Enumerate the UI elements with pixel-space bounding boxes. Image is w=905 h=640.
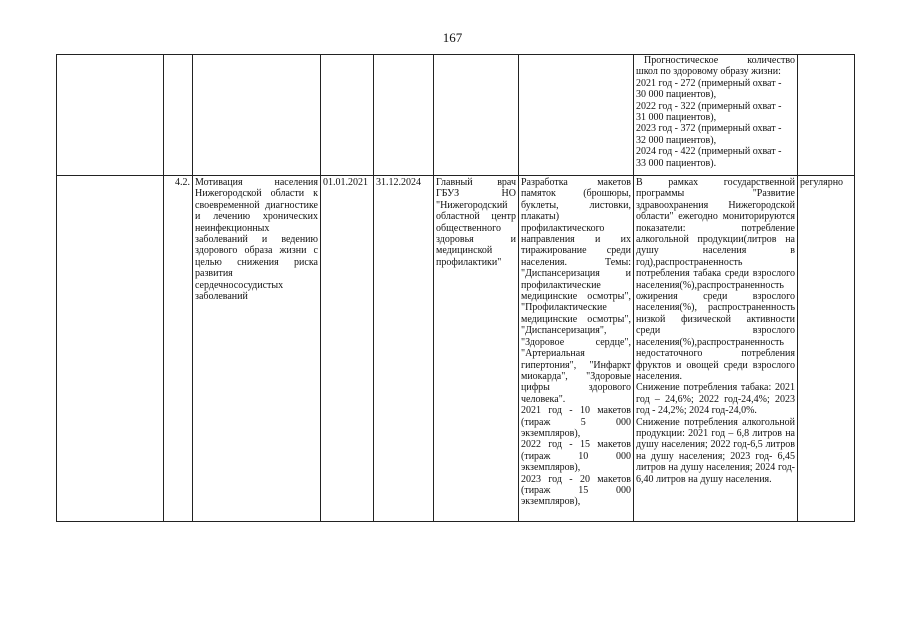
- prognosis-line: 2023 год - 372 (примерный охват -: [636, 123, 782, 135]
- cell-end-date: 31.12.2024: [374, 176, 434, 522]
- prognosis-line: 31 000 пациентов),: [636, 112, 717, 124]
- prognosis-line: школ по здоровому образу жизни:: [636, 66, 781, 78]
- prognosis-line: Прогностическое количество: [644, 55, 795, 66]
- cell-number: 4.2.: [164, 176, 193, 522]
- cell-prognosis: [634, 55, 798, 176]
- cell-frequency: регулярно: [798, 176, 855, 522]
- table-row: [57, 176, 855, 522]
- cell-start-date: 01.01.2021: [321, 176, 374, 522]
- prognosis-line: 30 000 пациентов),: [636, 89, 717, 101]
- cell-activities: [519, 55, 634, 176]
- cell-results: [634, 176, 798, 522]
- cell-responsible: [434, 55, 519, 176]
- cell-name: [193, 55, 321, 176]
- cell-name: Мотивация населения Нижегородской области к своевременной диагностике и лечению хронических неинфекционных заболеваний и ведению здорового образа жизни с целью снижения риска развития сердечнососудистых заболеваний: [193, 176, 321, 522]
- activity-paragraph: 2023 год - 20 макетов (тираж 15 000 экземпляров),: [521, 473, 631, 508]
- cell-frequency: [798, 55, 855, 176]
- result-paragraph: В рамках государственной программы "Развитие здравоохранения Нижегородской области" ежегодно мониторируются показатели: потребление алкогольной продукции(литров на душу населения в год),распространенность потребления табака среди взрослого населения(%),распространенность ожирения среди взрослого населения(%), распространенность низкой физической активности среди взрослого населения(%),распространенность недостаточного потребления фруктов и овощей среди взрослого населения.: [636, 177, 795, 382]
- cell-blank: [57, 176, 164, 522]
- page-number: 167: [442, 30, 463, 45]
- activity-paragraph: Разработка макетов памяток (брошюры, буклеты, листовки, плакаты) профилактического направления и их тиражирование среди населения. Темы: "Диспансеризация и профилактические медицинские осмотры", "Профилактические медицинские осмотры", "Диспансеризация", "Здоровое сердце", "Артериальная гипертония", "Инфаркт миокарда", "Здоровые цифры здорового человека".: [521, 177, 631, 405]
- prognosis-line: 2021 год - 272 (примерный охват -: [636, 77, 782, 89]
- program-table: [56, 54, 855, 522]
- cell-blank: [57, 55, 164, 176]
- prognosis-line: 32 000 пациентов),: [636, 134, 717, 146]
- table-row: [57, 55, 855, 176]
- cell-responsible: Главный врач ГБУЗ НО "Нижегородский областной центр общественного здоровья и медицинской профилактики": [434, 176, 519, 522]
- result-paragraph: Снижение потребления алкогольной продукции: 2021 год – 6,8 литров на душу населения; 2022 год-6,5 литров на душу населения; 2023 год- 6,45 литров на душу населения; 2024 год- 6,40 литров на душу населения.: [636, 416, 795, 485]
- cell-activities: [519, 176, 634, 522]
- cell-end: [374, 55, 434, 176]
- activity-paragraph: 2022 год - 15 макетов (тираж 10 000 экземпляров),: [521, 439, 631, 474]
- activity-paragraph: 2021 год - 10 макетов (тираж 5 000 экземпляров),: [521, 405, 631, 439]
- prognosis-line: 33 000 пациентов).: [636, 157, 717, 169]
- prognosis-line: 2024 год - 422 (примерный охват -: [636, 146, 782, 158]
- result-paragraph: Снижение потребления табака: 2021 год – 24,6%; 2022 год-24,4%; 2023 год - 24,2%; 2024 год-24,0%.: [636, 382, 795, 417]
- cell-number: [164, 55, 193, 176]
- cell-start: [321, 55, 374, 176]
- prognosis-line: 2022 год - 322 (примерный охват -: [636, 100, 782, 112]
